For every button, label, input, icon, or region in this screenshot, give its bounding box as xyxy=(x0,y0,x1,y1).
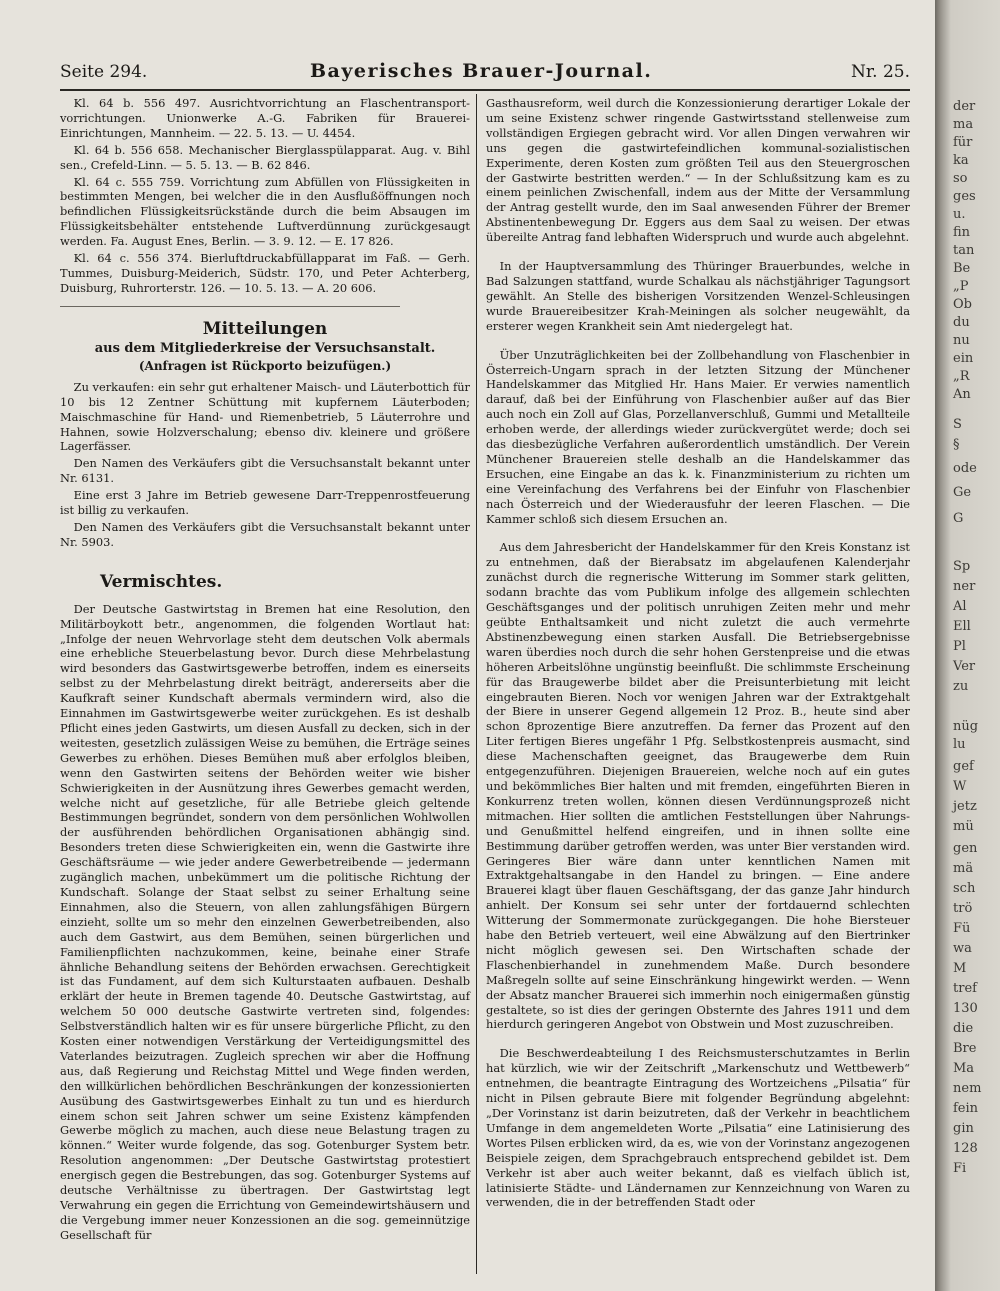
adjacent-page-fragment: Ver xyxy=(953,659,976,674)
sale-offer: Zu verkaufen: ein sehr gut erhaltener Maisch- und Läuterbottich für 10 bis 12 Zentner Schüttung mit kupfernem Läuterboden; Maischmaschine für Hand- und Riemenbetrieb, 5 Läuterrohre und Hahnen, sowie Holzverschalung; ebenso div. kleinere und größere Lagerfässer. xyxy=(60,379,470,454)
adjacent-page-fragment: trö xyxy=(953,901,973,916)
adjacent-page-fragment: 128 xyxy=(953,1141,978,1156)
section-title: Mitteilungen xyxy=(202,318,328,339)
adjacent-page-fragment: Ell xyxy=(953,619,971,634)
adjacent-page-fragment: wa xyxy=(953,941,972,956)
adjacent-page-fragment: § xyxy=(953,437,960,452)
adjacent-page-fragment: Al xyxy=(953,599,967,614)
adjacent-page-fragment: Pl xyxy=(953,639,966,654)
article-paragraph: Gasthausreform, weil durch die Konzessionierung derartiger Lokale der um seine Existenz schwer ringende Gastwirtsstand stellenweise zum vollständigen Ergiegen gebracht wird. Vor allen Dingen verwahren wir uns gegen die gastwirtefeindlichen kommunal-sozialistischen Experimente, deren Kosten zum größten Teil aus den Steuergroschen der Gastwirte bestritten werden.“ — In der Schlußsitzung kam es zu einem peinlichen Zwischenfall, indem aus der Mitte der Versammlung der Antrag gestellt wurde, den im Saal anwesenden Führer der Bremer Abstinentenbewegung Dr. Eggers aus dem Saal zu weisen. Der etwas übereilte Antrag fand lebhaften Widerspruch und wurde auch abgelehnt. xyxy=(486,96,910,245)
patent-entry: Kl. 64 b. 556 658. Mechanischer Bierglasspülapparat. Aug. v. Bihl sen., Crefeld-Linn. — 5. 5. 13. — B. 62 846. xyxy=(60,142,470,172)
adjacent-page-fragment: Ge xyxy=(953,485,972,500)
adjacent-page-fragment: mä xyxy=(953,861,974,876)
issue-number: Nr. 25. xyxy=(851,62,910,82)
page-number: Seite 294. xyxy=(60,62,148,82)
adjacent-page-fragment: gef xyxy=(953,759,974,774)
adjacent-page-fragment: lu xyxy=(953,737,966,752)
adjacent-page-fragment: An xyxy=(953,387,971,402)
section-divider xyxy=(60,306,400,307)
adjacent-page-fragment: nüg xyxy=(953,719,979,734)
adjacent-page-fragment: nem xyxy=(953,1081,982,1096)
adjacent-page-fragment: ka xyxy=(953,153,969,168)
section-note: (Anfragen ist Rückporto beizufügen.) xyxy=(138,358,392,373)
misc-title: Vermischtes. xyxy=(100,571,223,592)
adjacent-page-fragment: Sp xyxy=(953,559,971,574)
column-divider xyxy=(476,94,477,1274)
left-column xyxy=(60,96,470,1245)
adjacent-page-fragment: fin xyxy=(953,225,971,240)
article-paragraph: Aus dem Jahresbericht der Handelskammer für den Kreis Konstanz ist zu entnehmen, daß der Bierabsatz im abgelaufenen Kalenderjahr zunächst durch die regnerische Witterung im Sommer stark gelitten, sodann brachte das vom Publikum infolge des allgemein schlechten Geschäftsganges und der politisch unruhigen Zeiten mehr und mehr geübte Enthaltsamkeit und nicht zuletzt die auch vermehrte Abstinenzbewegung einen starken Ausfall. Die Betriebsergebnisse waren überdies noch durch die sehr hohen Gerstenpreise und die etwas höheren Arbeitslöhne ungünstig beeinflußt. Die schlimmste Erscheinung für das Braugewerbe bildet aber die Preisunterbietung mit leicht eingebrauten Bieren. Noch vor wenigen Jahren war der Extraktgehalt der Biere in unserer Gegend allgemein 12 Proz. B., heute sind aber schon 8prozentige Biere anzutreffen. Da ferner das Prozent auf den Liter fertigen Bieres ungefähr 1 Pfg. Selbstkostenpreis ausmacht, sind diese Machenschaften geeignet, das Braugewerbe dem Ruin entgegenzuführen. Diejenigen Brauereien, welche noch auf ein gutes und bekömmliches Bier halten und mit fremden, eingeführten Bieren in Konkurrenz treten wollen, können diesen Verdünnungsprozeß nicht mitmachen. Hier sollten die amtlichen Feststellungen über Nahrungs- und Genußmittel helfend eingreifen, und in ihnen sollte eine Bestimmung darüber getroffen werden, was unter Bier verstanden wird. Geringeres Bier wäre dann unter kenntlichen Namen mit Extraktgehaltsangabe in den Handel zu bringen. — Eine andere Brauerei klagt über flauen Geschäftsgang, der das ganze Jahr hindurch anhielt. Der Konsum sei sehr unter der fortdauernd schlechten Witterung der Sommermonate zurückgegangen. Die hohe Biersteuer habe den Betrieb verteuert, weil eine Abwälzung auf den Biertrinker nicht möglich gewesen sei. Den Wirtschaften schade der Flaschenbierhandel in zunehmendem Maße. Durch besondere Maßregeln sollte auf seine Einschränkung hingewirkt werden. — Wenn der Absatz mancher Brauerei sich immerhin noch einigermaßen günstig gestaltete, so ist dies der geringen Obsternte des Jahres 1911 und dem hierdurch geringeren Angebot von Obstwein und Most zuzuschreiben. xyxy=(486,540,910,1032)
adjacent-page-fragment: tref xyxy=(953,981,977,996)
adjacent-page-fragment: gin xyxy=(953,1121,974,1136)
journal-title: Bayerisches Brauer-Journal. xyxy=(310,60,653,82)
adjacent-page-fragment: nu xyxy=(953,333,970,348)
adjacent-page-fragment: zu xyxy=(953,679,969,694)
adjacent-page-fragment: ein xyxy=(953,351,974,366)
adjacent-page-fragment: Fi xyxy=(953,1161,967,1176)
sale-offer: Eine erst 3 Jahre im Betrieb gewesene Darr-Treppenrostfeuerung ist billig zu verkaufen. xyxy=(60,488,470,518)
adjacent-page-fragment: jetz xyxy=(953,799,977,814)
adjacent-page-fragment: Ma xyxy=(953,1061,975,1076)
adjacent-page-fragment: „P xyxy=(953,279,969,294)
article-paragraph: In der Hauptversammlung des Thüringer Brauerbundes, welche in Bad Salzungen stattfand, wurde Schalkau als nächstjähriger Tagungsort gewählt. An Stelle des bisherigen Vorsitzenden Wenzel-Schleusingen wurde Brauereibesitzer Krah-Meiningen als solcher neugewählt, da ersterer wegen Krankheit sein Amt niedergelegt hat. xyxy=(486,259,910,333)
section-subtitle: aus dem Mitgliederkreise der Versuchsanstalt. xyxy=(94,340,436,356)
adjacent-page-fragment: ode xyxy=(953,461,977,476)
header-rule xyxy=(60,89,910,91)
sale-reference: Den Namen des Verkäufers gibt die Versuchsanstalt bekannt unter Nr. 5903. xyxy=(60,519,470,549)
adjacent-page-fragment: sch xyxy=(953,881,976,896)
adjacent-page-fragment: tan xyxy=(953,243,975,258)
article-paragraph: Die Beschwerdeabteilung I des Reichsmusterschutzamtes in Berlin hat kürzlich, wie wir der Zeitschrift „Markenschutz und Wettbewerb“ entnehmen, die beantragte Eintragung des Wortzeichens „Pilsatia“ für nicht in Pilsen gebraute Biere mit folgender Begründung abgelehnt: „Der Vorinstanz ist darin beizutreten, daß der Verkehr in beachtlichem Umfange in dem angemeldeten Worte „Pilsatia“ eine Latinisierung des Wortes Pilsen erblicken wird, da es, wie von der Vorinstanz angezogenen Beispiele zeigen, dem Sprachgebrauch entsprechend gebildet ist. Dem Verkehr ist aber auch weiter bekannt, daß es vielfach üblich ist, latinisierte Städte- und Ländernamen zur Kennzeichnung von Waren zu verwenden, die in der betreffenden Stadt oder xyxy=(486,1046,910,1210)
patent-entry: Kl. 64 b. 556 497. Ausrichtvorrichtung an Flaschentransport-vorrichtungen. Unionwerke A.-G. Fabriken für Brauerei-Einrichtungen, Mannheim. — 22. 5. 13. — U. 4454. xyxy=(60,96,470,140)
adjacent-page-fragment: u. xyxy=(953,207,966,222)
adjacent-page-fragment: so xyxy=(953,171,968,186)
article-paragraph: Der Deutsche Gastwirtstag in Bremen hat eine Resolution, den Militärboykott betr., angenommen, die folgenden Wortlaut hat: „Infolge der neuen Wehrvorlage steht dem deutschen Volk abermals eine erhebliche Steuerbelastung bevor. Durch diese Mehrbelastung wird besonders das Gastwirtsgewerbe betroffen, indem es einerseits selbst zu der Mehrbelastung direkt beiträgt, andererseits aber die Kaufkraft seiner Kundschaft abermals vermindern wird, also die Einnahmen im Gastwirtsgewerbe weiter zurückgehen. Es ist deshalb Pflicht eines jeden Gastwirts, um diesen Ausfall zu decken, sich in der weitesten, gesetzlich zulässigen Weise zu bemühen, die Erträge seines Gewerbes zu erhöhen. Dieses Bemühen muß aber erfolglos bleiben, wenn den Gastwirten seitens der Behörden weiter wie bisher Schwierigkeiten in der Ausnützung ihres Gewerbes gemacht werden, welche nicht auf gesetzliche, für alle Betriebe gleich geltende Bestimmungen begründet, sondern von dem persönlichen Wohlwollen der ausführenden behördlichen Organisationen abhängig sind. Besonders treten diese Schwierigkeiten ein, wenn die Gastwirte ihre Geschäftsräume — wie jeder andere Gewerbetreibende — jedermann zugänglich machen, unbekümmert um die politische Richtung der Kundschaft. Solange der Staat selbst zu seiner Erhaltung seine Einnahmen, also die Steuern, von allen zahlungsfähigen Bürgern einzieht, sollte um so mehr den einzelnen Gewerbetreibenden, also auch dem Gastwirt, aus dem Bemühen, seinen bürgerlichen und Familienpflichten nachzukommen, keine, beinahe einer Strafe ähnliche Behandlung seitens der Behörden erwachsen. Gerechtigkeit ist das Fundament, auf dem sich Kulturstaaten aufbauen. Deshalb erklärt der heute in Bremen tagende 40. Deutsche Gastwirtstag, auf welchem 50 000 deutsche Gastwirte vertreten sind, folgendes: Selbstverständlich halten wir es für unsere bürgerliche Pflicht, zu den Kosten einer notwendigen Verstärkung der Verteidigungsmittel des Vaterlandes beizutragen. Zugleich sprechen wir aber die Hoffnung aus, daß Regierung und Reichstag Mittel und Wege finden werden, den willkürlichen behördlichen Beschränkungen der konzessionierten Ausübung des Gastwirtsgewerbes Einhalt zu tun und es hierdurch einem schon seit Jahren schwer um seine Existenz kämpfenden Gewerbe möglich zu machen, auch diese neue Belastung tragen zu können.“ Weiter wurde folgende, das sog. Gotenburger System betr. Resolution angenommen: „Der Deutsche Gastwirtstag protestiert energisch gegen die Bestrebungen, das sog. Gotenburger Systems auf deutsche Verhältnisse zu übertragen. Der Gastwirtstag legt Verwahrung ein gegen die Errichtung von Gemeindewirtshäusern und die Vergebung immer neuer Konzessionen an die sog. gemeinnützige Gesellschaft für xyxy=(60,601,470,1242)
adjacent-page-fragment: ma xyxy=(953,117,974,132)
adjacent-page-fragment: gen xyxy=(953,841,978,856)
patent-entry: Kl. 64 c. 556 374. Bierluftdruckabfüllapparat im Faß. — Gerh. Tummes, Duisburg-Meiderich, Südstr. 170, und Peter Achterberg, Duisburg, Ruhrorterstr. 126. — 10. 5. 13. — A. 20 606. xyxy=(60,251,470,295)
adjacent-page-edge xyxy=(935,0,1000,1291)
adjacent-page-fragment: 130 xyxy=(953,1001,978,1016)
adjacent-page-fragment: M xyxy=(953,961,967,976)
adjacent-page-fragment: Fü xyxy=(953,921,971,936)
adjacent-page-fragment: fein xyxy=(953,1101,979,1116)
adjacent-page-fragment: Ob xyxy=(953,297,972,312)
sale-reference: Den Namen des Verkäufers gibt die Versuchsanstalt bekannt unter Nr. 6131. xyxy=(60,456,470,486)
adjacent-page-fragment: für xyxy=(953,135,973,150)
adjacent-page-fragment: G xyxy=(953,511,964,526)
adjacent-page-fragment: „R xyxy=(953,369,970,384)
adjacent-page-fragment: die xyxy=(953,1021,974,1036)
adjacent-page-fragment: der xyxy=(953,99,976,114)
adjacent-page-fragment: Be xyxy=(953,261,971,276)
adjacent-page-fragment: du xyxy=(953,315,970,330)
right-column xyxy=(486,96,910,1212)
page-header xyxy=(60,60,910,86)
patent-entry: Kl. 64 c. 555 759. Vorrichtung zum Abfüllen von Flüssigkeiten in bestimmten Mengen, bei welcher die in den Ausflußöffnungen noch befindlichen Flüssigkeitsrückstände durch die beim Absaugen im Flüssigkeitsbehälter entstehende Luftverdünnung zurückgesaugt werden. Fa. August Enes, Berlin. — 3. 9. 12. — E. 17 826. xyxy=(60,174,470,249)
adjacent-page-fragment: S xyxy=(953,417,962,432)
article-paragraph: Über Unzuträglichkeiten bei der Zollbehandlung von Flaschenbier in Österreich-Ungarn sprach in der letzten Sitzung der Münchener Handelskammer das Mitglied Hr. Hans Maier. Er verwies namentlich darauf, daß bei der Einführung von Flaschenbier außer auf das Bier auch noch ein Zoll auf Glas, Porzellanverschluß, Gummi und Metallteile erhoben werde, der allerdings wieder zurückvergütet werde; doch sei das diesbezügliche Verfahren außerordentlich umständlich. Der Verein Münchener Brauereien stelle deshalb an die Handelskammer das Ersuchen, eine Eingabe an das k. k. Finanzministerium zu richten um eine Vereinfachung des Verfahrens bei der Einfuhr von Flaschenbier nach Österreich und der Wiederausfuhr der leeren Flaschen. — Die Kammer schloß sich diesem Ersuchen an. xyxy=(486,347,910,526)
adjacent-page-fragment: ner xyxy=(953,579,976,594)
adjacent-page-fragment: Bre xyxy=(953,1041,977,1056)
adjacent-page-fragment: ges xyxy=(953,189,976,204)
adjacent-page-fragment: mü xyxy=(953,819,974,834)
adjacent-page-fragment: W xyxy=(953,779,967,794)
